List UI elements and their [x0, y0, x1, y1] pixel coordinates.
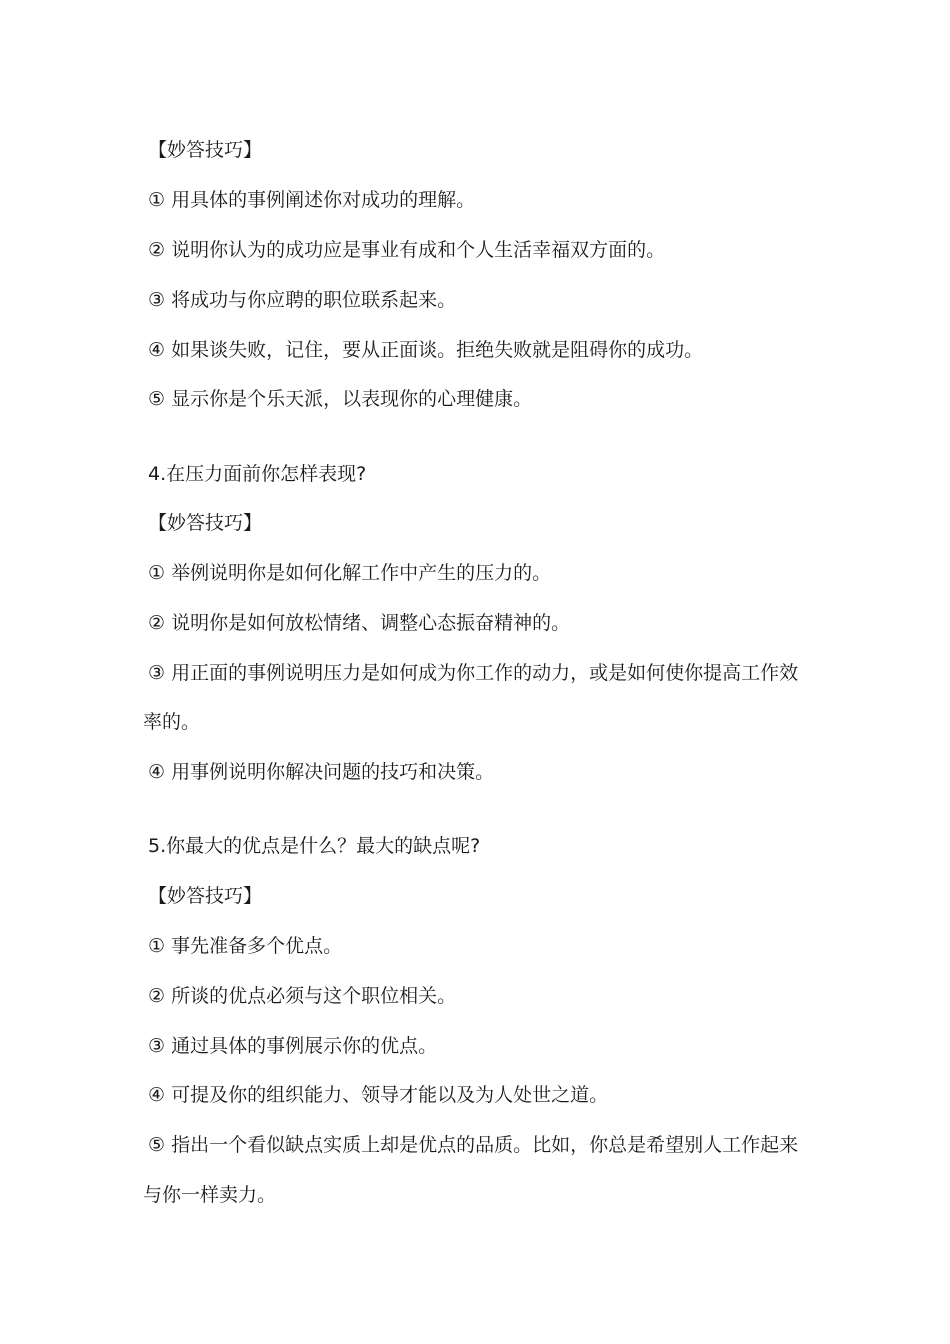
question-heading: 4.在压力面前你怎样表现?: [148, 463, 367, 485]
question-heading: 5.你最大的优点是什么？最大的缺点呢?: [148, 835, 481, 857]
list-item-continuation: 率的。: [143, 711, 201, 733]
list-item: ① 事先准备多个优点。: [148, 935, 343, 957]
list-item: ③ 将成功与你应聘的职位联系起来。: [148, 289, 457, 311]
tips-label: 【妙答技巧】: [148, 139, 263, 161]
list-item-continuation: 与你一样卖力。: [143, 1184, 277, 1206]
list-item: ⑤ 指出一个看似缺点实质上却是优点的品质。比如，你总是希望别人工作起来: [148, 1134, 799, 1156]
list-item: ④ 可提及你的组织能力、领导才能以及为人处世之道。: [148, 1084, 609, 1106]
list-item: ② 所谈的优点必须与这个职位相关。: [148, 985, 457, 1007]
tips-label: 【妙答技巧】: [148, 512, 263, 534]
list-item: ② 说明你是如何放松情绪、调整心态振奋精神的。: [148, 612, 571, 634]
list-item: ① 用具体的事例阐述你对成功的理解。: [148, 189, 476, 211]
list-item: ② 说明你认为的成功应是事业有成和个人生活幸福双方面的。: [148, 239, 666, 261]
tips-label: 【妙答技巧】: [148, 885, 263, 907]
list-item: ① 举例说明你是如何化解工作中产生的压力的。: [148, 562, 552, 584]
list-item: ⑤ 显示你是个乐天派，以表现你的心理健康。: [148, 388, 533, 410]
list-item: ④ 用事例说明你解决问题的技巧和决策。: [148, 761, 495, 783]
list-item: ④ 如果谈失败，记住，要从正面谈。拒绝失败就是阻碍你的成功。: [148, 339, 704, 361]
list-item: ③ 通过具体的事例展示你的优点。: [148, 1035, 438, 1057]
list-item: ③ 用正面的事例说明压力是如何成为你工作的动力，或是如何使你提高工作效: [148, 662, 799, 684]
